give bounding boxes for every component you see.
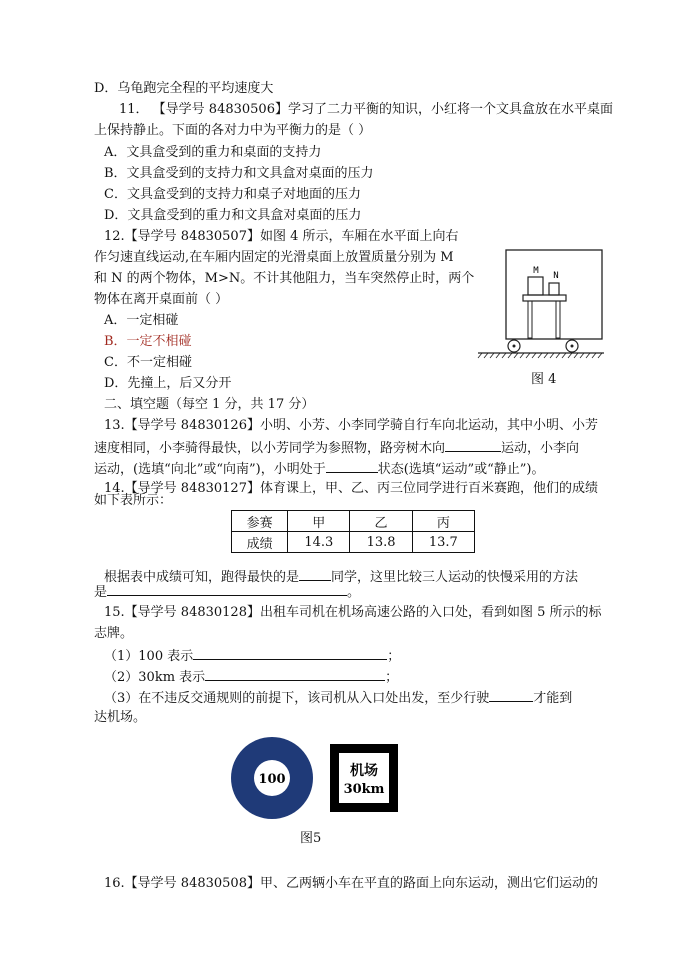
q14-stem: 14.【导学号 84830127】体育课上，甲、乙、丙三位同学进行百米赛跑，他们的成绩 <box>104 481 598 496</box>
figure-5-caption: 图5 <box>300 831 322 846</box>
table-header-cell: 乙 <box>350 511 412 532</box>
q12-stem-2: 作匀速直线运动,在车厢内固定的光滑桌面上放置质量分别为 M <box>94 250 454 265</box>
q14-stem-2: 如下表所示： <box>94 493 173 508</box>
q15-blank-2[interactable] <box>205 667 385 681</box>
section-heading: 二、填空题（每空 1 分，共 17 分） <box>104 397 315 412</box>
score-table <box>231 510 475 553</box>
q13-text-b: 运动，小李向 <box>501 441 580 456</box>
q15-3-end: 才能到 <box>533 691 573 706</box>
q15-1-text: （1）100 表示 <box>104 649 194 664</box>
table-header-cell: 甲 <box>288 511 350 532</box>
figure-4-caption: 图 4 <box>531 372 557 387</box>
q12-option-a: A．一定相碰 <box>104 313 179 328</box>
q15-stem: 15.【导学号 84830128】出租车司机在机场高速公路的入口处，看到如图 5 所示的标 <box>104 605 602 620</box>
q13-text-a: 速度相同，小李骑得最快，以小芳同学为参照物，路旁树木向 <box>94 441 446 456</box>
q12-stem-3: 和 N 的两个物体，M>N。不计其他阻力，当车突然停止时，两个 <box>94 271 475 286</box>
table-cell: 13.8 <box>350 532 412 553</box>
q15-1-end: ； <box>387 649 401 664</box>
q14-text-d: 。 <box>347 585 361 600</box>
q11-stem-cont: 上保持静止。下面的各对力中为平衡力的是（ ） <box>94 123 372 138</box>
q15-2-text: （2）30km 表示 <box>104 670 206 685</box>
table-header-row <box>232 511 475 532</box>
q13-blank-2[interactable] <box>326 459 378 473</box>
q14-line-4 <box>94 582 360 602</box>
q13-stem: 13.【导学号 84830126】小明、小芳、小李同学骑自行车向北运动，其中小明、小芳 <box>104 418 598 433</box>
table-header-cell: 参赛 <box>232 511 288 532</box>
table-header-cell: 丙 <box>412 511 474 532</box>
table-cell: 14.3 <box>288 532 350 553</box>
q15-stem-2: 志牌。 <box>94 626 134 641</box>
q11-option-b: B．文具盒受到的支持力和文具盒对桌面的压力 <box>104 166 374 181</box>
option-11d-prev: D．乌龟跑完全程的平均速度大 <box>94 81 274 96</box>
figure-4-cart-diagram <box>476 248 606 360</box>
table-cell: 成绩 <box>232 532 288 553</box>
q15-part-2 <box>104 667 398 687</box>
q11-stem: 11． 【导学号 84830506】学习了二力平衡的知识，小红将一个文具盒放在水平桌面 <box>119 102 613 117</box>
q13-line-2 <box>94 438 579 458</box>
q13-line-3 <box>94 459 544 479</box>
q15-3-text: （3）在不违反交通规则的前提下，该司机从入口处出发，至少行驶 <box>104 691 490 706</box>
table-row <box>232 532 475 553</box>
q12-option-b: B．一定不相碰 <box>104 334 192 349</box>
q15-blank-1[interactable] <box>193 646 387 660</box>
airport-sign-distance: 30km <box>343 782 385 797</box>
table-cell: 13.7 <box>412 532 474 553</box>
q12-option-c: C．不一定相碰 <box>104 355 192 370</box>
airport-sign-label: 机场 <box>350 763 378 779</box>
q15-part-3 <box>104 688 572 708</box>
label-m: M <box>533 266 539 276</box>
q14-text-c: 是 <box>94 585 108 600</box>
q15-part-3-cont: 达机场。 <box>94 710 147 725</box>
q15-part-1 <box>104 646 400 666</box>
q13-text-d: 状态(选填“运动”或“静止”)。 <box>377 462 545 477</box>
q14-blank-2[interactable] <box>107 582 347 596</box>
q12-stem-4: 物体在离开桌面前（ ） <box>94 292 229 307</box>
ground-hatching <box>478 353 602 358</box>
q11-option-d: D．文具盒受到的重力和文具盒对桌面的压力 <box>104 208 362 223</box>
label-n: N <box>553 271 559 281</box>
q15-2-end: ； <box>385 670 399 685</box>
speed-limit-value: 100 <box>258 772 286 787</box>
block-m <box>528 277 543 295</box>
table-leg-left <box>528 301 532 338</box>
table-leg-right <box>556 301 560 338</box>
q16-stem: 16.【导学号 84830508】甲、乙两辆小车在平直的路面上向东运动，测出它们运动的 <box>104 876 598 891</box>
q15-blank-3[interactable] <box>489 688 533 702</box>
table-top <box>523 295 566 301</box>
q14-text-b: 同学，这里比较三人运动的快慢采用的方法 <box>331 570 579 585</box>
q14-text-a: 根据表中成绩可知，跑得最快的是 <box>104 570 300 585</box>
q14-blank-1[interactable] <box>299 567 331 581</box>
q13-text-c: 运动，(选填“向北”或“向南”)，小明处于 <box>94 462 326 477</box>
q12-stem: 12.【导学号 84830507】如图 4 所示，车厢在水平面上向右 <box>104 229 459 244</box>
figure-5-road-signs <box>230 736 400 822</box>
q11-option-a: A．文具盒受到的重力和桌面的支持力 <box>104 145 322 160</box>
q11-option-c: C．文具盒受到的支持力和桌子对地面的压力 <box>104 187 361 202</box>
block-n <box>549 283 559 295</box>
q13-blank-1[interactable] <box>445 438 501 452</box>
q12-option-d: D．先撞上，后又分开 <box>104 376 232 391</box>
